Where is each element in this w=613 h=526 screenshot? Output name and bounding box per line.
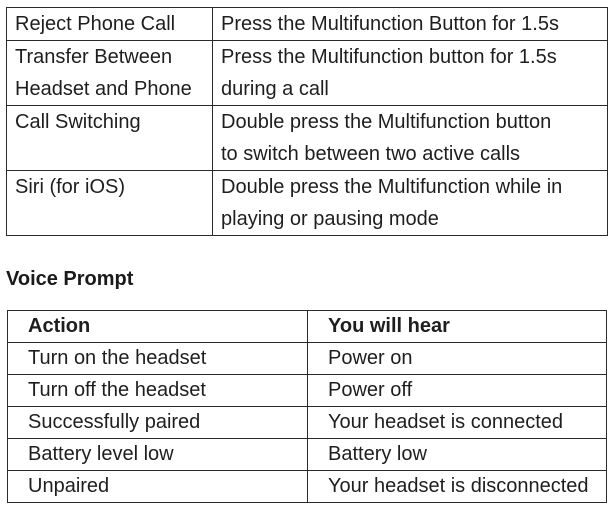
table-cell-instruction	[213, 171, 608, 236]
column-header-action: Action	[8, 311, 308, 343]
table-cell-prompt: Power on	[308, 343, 607, 375]
table-cell-instruction	[213, 41, 608, 106]
cell-line: playing or pausing mode	[221, 208, 439, 230]
table-cell-action: Battery level low	[8, 439, 308, 471]
table-cell-prompt: Power off	[308, 375, 607, 407]
column-header-you-will-hear: You will hear	[308, 311, 607, 343]
table-row	[7, 8, 608, 41]
table-row	[8, 471, 607, 503]
table-cell-action	[7, 41, 213, 106]
table-row	[7, 106, 608, 171]
table-cell-instruction	[213, 106, 608, 171]
section-heading: Voice Prompt	[6, 268, 134, 290]
table-row	[8, 439, 607, 471]
table-cell-action: Turn off the headset	[8, 375, 308, 407]
controls-table	[6, 7, 608, 236]
cell-line: during a call	[221, 78, 329, 100]
table-header-row	[8, 311, 607, 343]
cell-line: Double press the Multifunction button	[221, 111, 552, 133]
table-cell-action: Reject Phone Call	[7, 8, 213, 41]
table-row	[8, 343, 607, 375]
table-cell-action: Successfully paired	[8, 407, 308, 439]
voice-prompt-table	[7, 310, 607, 503]
cell-line: Double press the Multifunction while in	[221, 176, 563, 198]
table-row	[7, 171, 608, 236]
table-cell-action: Turn on the headset	[8, 343, 308, 375]
table-cell-action: Call Switching	[7, 106, 213, 171]
table-cell-prompt: Your headset is disconnected	[308, 471, 607, 503]
cell-line: Headset and Phone	[15, 78, 192, 100]
table-cell-instruction: Press the Multifunction Button for 1.5s	[213, 8, 608, 41]
cell-line: Press the Multifunction button for 1.5s	[221, 46, 557, 68]
table-row	[7, 41, 608, 106]
table-cell-action: Unpaired	[8, 471, 308, 503]
table-row	[8, 375, 607, 407]
table-cell-prompt: Your headset is connected	[308, 407, 607, 439]
table-cell-prompt: Battery low	[308, 439, 607, 471]
cell-line: to switch between two active calls	[221, 143, 521, 165]
cell-line: Transfer Between	[15, 46, 173, 68]
table-row	[8, 407, 607, 439]
table-cell-action: Siri (for iOS)	[7, 171, 213, 236]
